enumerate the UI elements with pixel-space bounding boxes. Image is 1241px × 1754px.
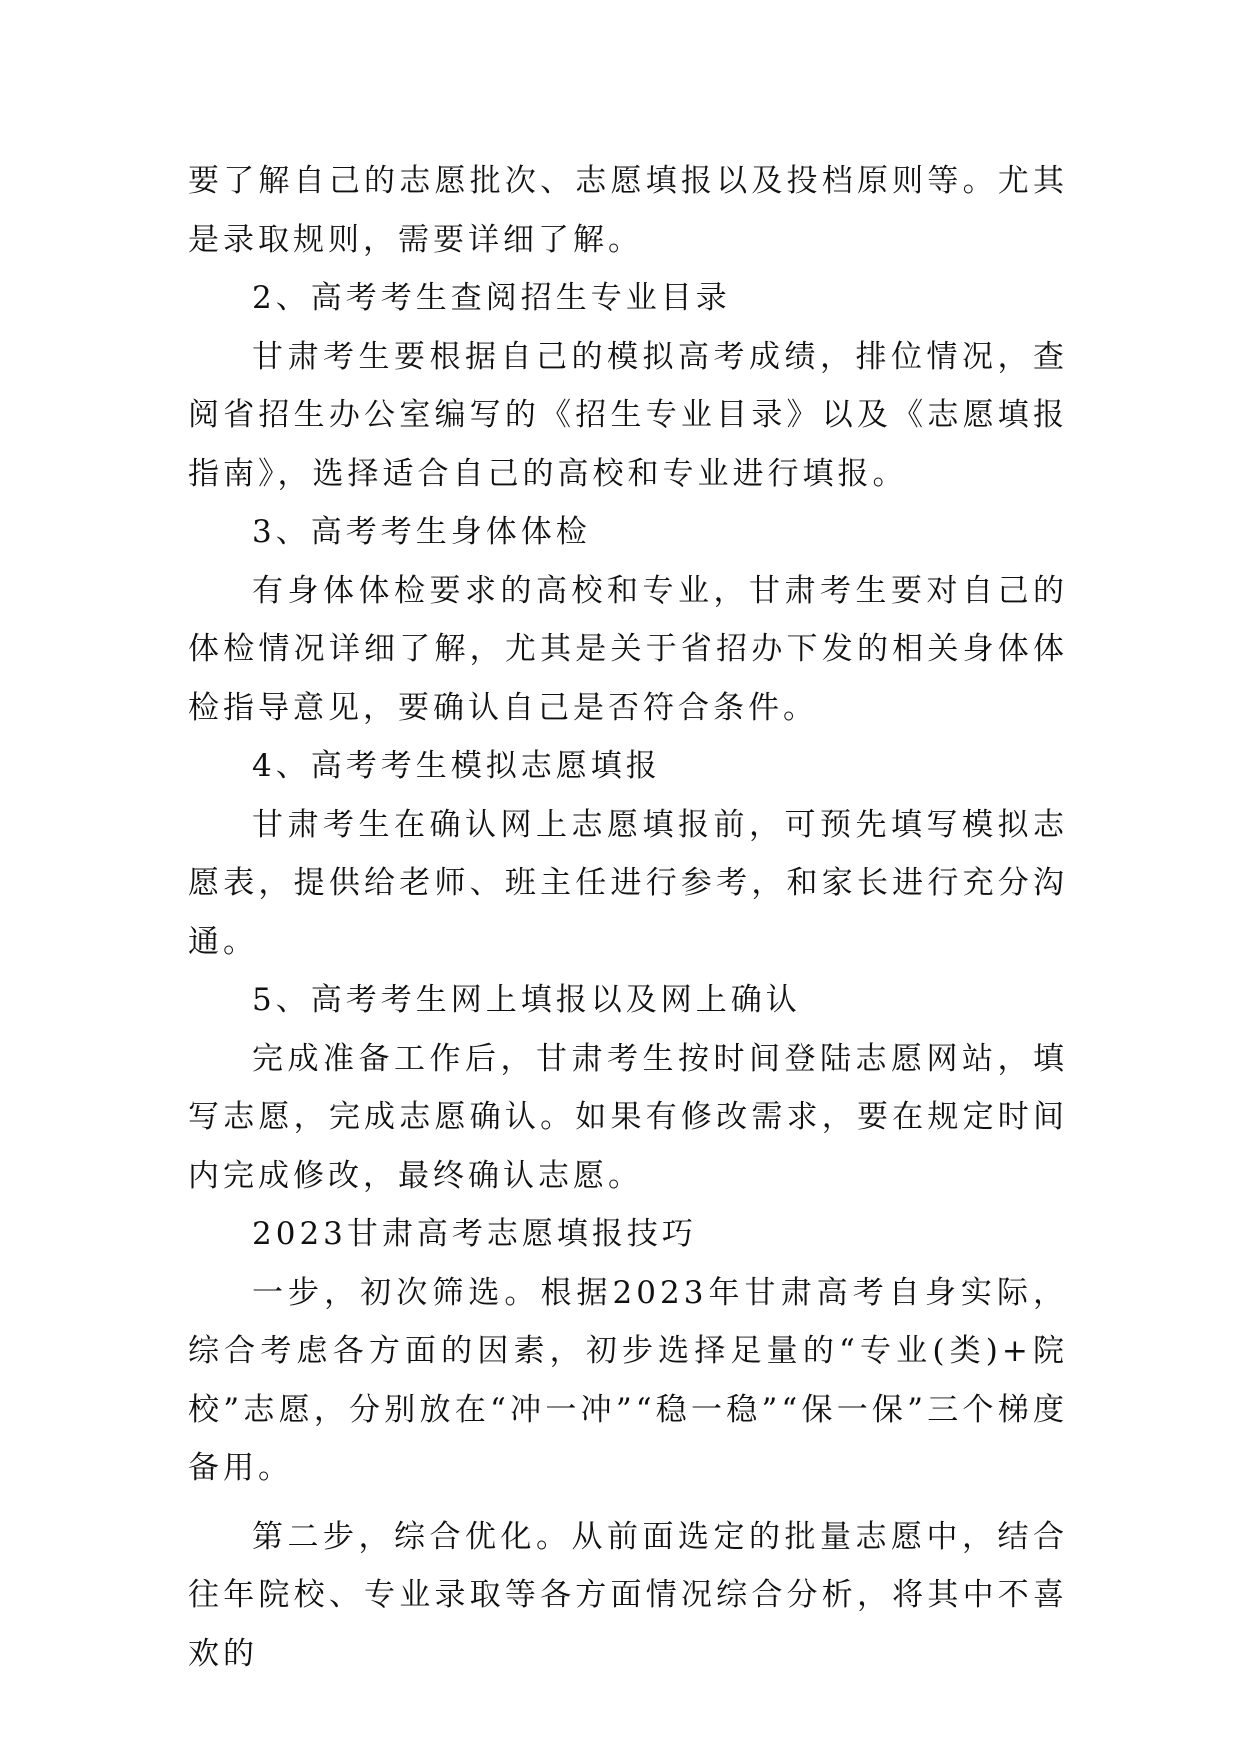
paragraph-body: 有身体体检要求的高校和专业，甘肃考生要对自己的体检情况详细了解，尤其是关于省招办下发的相关身体体检指导意见，要确认自己是否符合条件。: [188, 572, 1068, 726]
paragraph-body: 甘肃考生在确认网上志愿填报前，可预先填写模拟志愿表，提供给老师、班主任进行参考，和家长进行充分沟通。: [188, 806, 1068, 960]
document-body: [188, 152, 1068, 1683]
paragraph-body: 甘肃考生要根据自己的模拟高考成绩，排位情况，查阅省招生办公室编写的《招生专业目录》以及《志愿填报指南》，选择适合自己的高校和专业进行填报。: [188, 338, 1068, 492]
paragraph-continuation: 要了解自己的志愿批次、志愿填报以及投档原则等。尤其是录取规则，需要详细了解。: [188, 163, 1068, 258]
paragraph-body: 一步，初次筛选。根据2023年甘肃高考自身实际，综合考虑各方面的因素，初步选择足量的“专业(类)+院校”志愿，分别放在“冲一冲”“稳一稳”“保一保”三个梯度备用。: [188, 1274, 1068, 1486]
section-heading-tips: 2023甘肃高考志愿填报技巧: [252, 1216, 697, 1252]
paragraph-body: 第二步，综合优化。从前面选定的批量志愿中，结合往年院校、专业录取等各方面情况综合分析，将其中不喜欢的: [188, 1518, 1068, 1672]
section-heading-2: 2、高考考生查阅招生专业目录: [252, 280, 731, 316]
section-heading-4: 4、高考考生模拟志愿填报: [252, 748, 661, 784]
paragraph-body: 完成准备工作后，甘肃考生按时间登陆志愿网站，填写志愿，完成志愿确认。如果有修改需求，要在规定时间内完成修改，最终确认志愿。: [188, 1040, 1068, 1194]
section-heading-3: 3、高考考生身体体检: [252, 514, 591, 550]
section-heading-5: 5、高考考生网上填报以及网上确认: [252, 982, 801, 1018]
